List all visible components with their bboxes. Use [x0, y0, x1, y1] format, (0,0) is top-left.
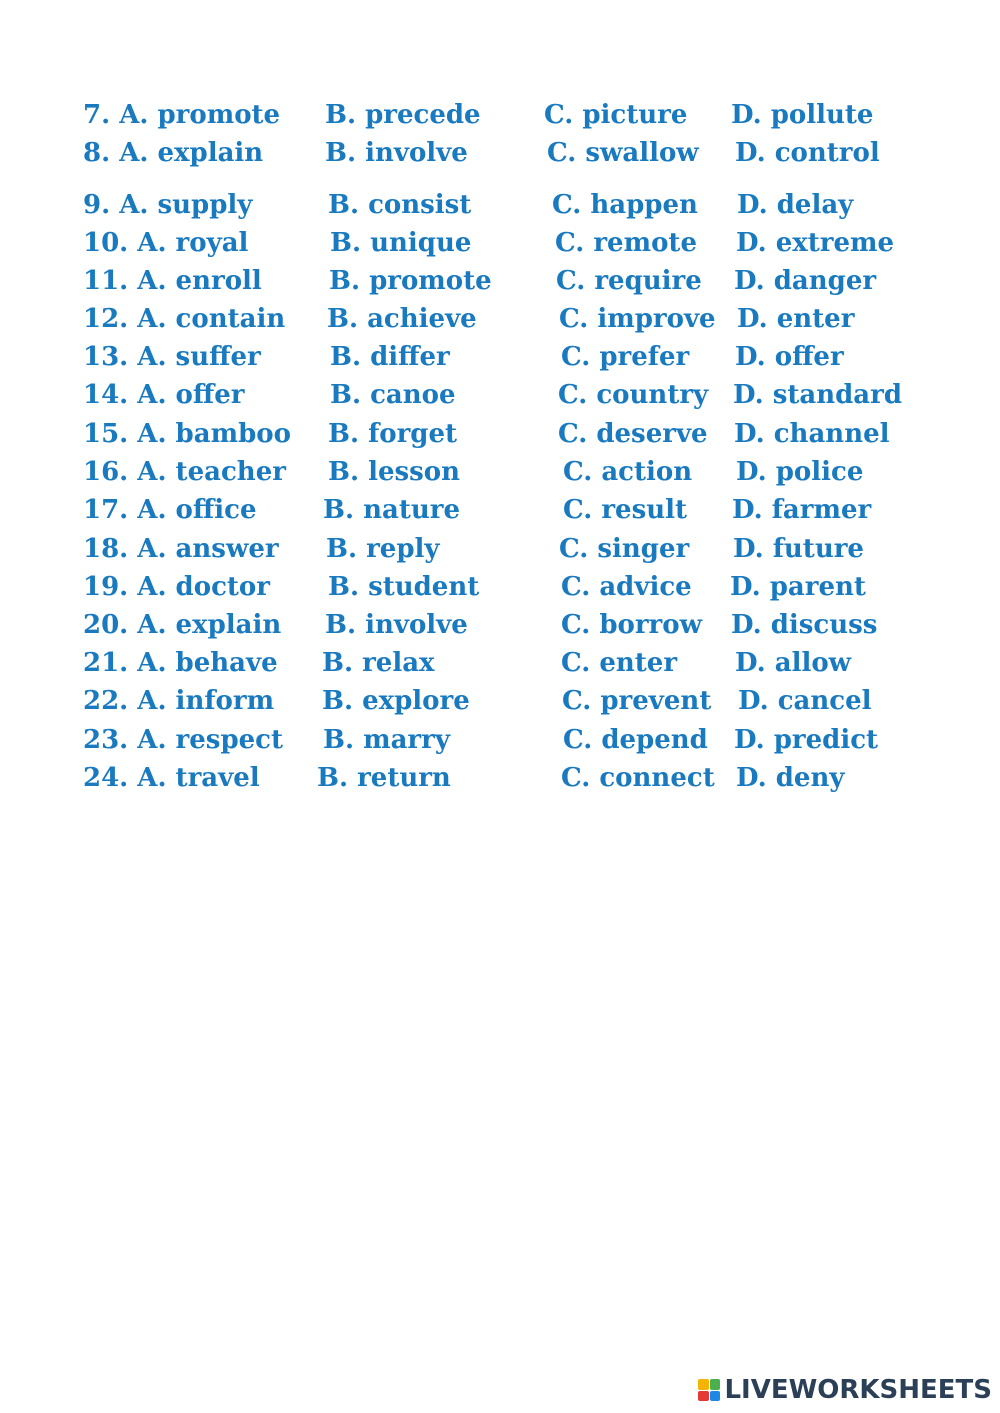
option-d: D. delay: [737, 190, 854, 220]
question-row: [0, 723, 1000, 761]
question-row: [0, 378, 1000, 416]
option-d: D. enter: [737, 304, 855, 334]
option-b: B. marry: [323, 725, 450, 755]
option-b: B. relax: [322, 648, 435, 678]
logo-square: [698, 1391, 709, 1402]
question-row: [0, 608, 1000, 646]
option-a: 22. A. inform: [83, 686, 275, 716]
question-row: [0, 455, 1000, 493]
option-b: B. unique: [330, 228, 472, 258]
logo-square: [710, 1391, 721, 1402]
question-row: [0, 761, 1000, 799]
option-b: B. explore: [322, 686, 470, 716]
option-a: 16. A. teacher: [83, 457, 286, 487]
option-c: C. remote: [555, 228, 697, 258]
option-b: B. return: [317, 763, 451, 793]
option-a: 17. A. office: [83, 495, 257, 525]
option-c: C. singer: [559, 534, 690, 564]
liveworksheets-branding: [698, 1375, 992, 1405]
question-row: [0, 136, 1000, 174]
option-c: C. depend: [563, 725, 708, 755]
option-a: 13. A. suffer: [83, 342, 261, 372]
option-d: D. farmer: [732, 495, 872, 525]
option-a: 7. A. promote: [83, 100, 281, 130]
question-row: [0, 493, 1000, 531]
option-a: 15. A. bamboo: [83, 419, 291, 449]
option-c: C. country: [558, 380, 709, 410]
option-d: D. standard: [733, 380, 903, 410]
option-a: 9. A. supply: [83, 190, 253, 220]
question-row: [0, 646, 1000, 684]
question-row: [0, 188, 1000, 226]
option-b: B. forget: [328, 419, 458, 449]
option-c: C. happen: [552, 190, 698, 220]
question-row: [0, 264, 1000, 302]
option-d: D. control: [735, 138, 880, 168]
option-b: B. promote: [329, 266, 492, 296]
logo-square: [698, 1379, 709, 1390]
option-c: C. deserve: [558, 419, 708, 449]
option-c: C. prevent: [562, 686, 712, 716]
option-b: B. achieve: [327, 304, 477, 334]
option-d: D. predict: [734, 725, 879, 755]
option-c: C. require: [556, 266, 702, 296]
option-a: 21. A. behave: [83, 648, 278, 678]
option-d: D. pollute: [731, 100, 874, 130]
option-c: C. prefer: [561, 342, 690, 372]
option-b: B. involve: [325, 138, 468, 168]
option-a: 10. A. royal: [83, 228, 249, 258]
option-c: C. swallow: [547, 138, 699, 168]
option-d: D. future: [733, 534, 864, 564]
question-row: [0, 98, 1000, 136]
option-d: D. offer: [735, 342, 844, 372]
option-c: C. improve: [559, 304, 716, 334]
option-b: B. consist: [328, 190, 472, 220]
option-a: 14. A. offer: [83, 380, 245, 410]
liveworksheets-logo-icon: [698, 1379, 720, 1401]
option-d: D. discuss: [731, 610, 878, 640]
question-row: [0, 302, 1000, 340]
option-c: C. enter: [561, 648, 678, 678]
option-d: D. cancel: [738, 686, 872, 716]
option-b: B. involve: [325, 610, 468, 640]
option-a: 24. A. travel: [83, 763, 260, 793]
option-a: 23. A. respect: [83, 725, 284, 755]
option-c: C. advice: [561, 572, 692, 602]
brand-name: LIVEWORKSHEETS: [724, 1375, 992, 1405]
question-row: [0, 684, 1000, 722]
question-row: [0, 570, 1000, 608]
question-row: [0, 532, 1000, 570]
logo-square: [710, 1379, 721, 1390]
option-c: C. connect: [561, 763, 715, 793]
option-a: 12. A. contain: [83, 304, 286, 334]
option-b: B. precede: [325, 100, 481, 130]
option-a: 18. A. answer: [83, 534, 279, 564]
option-d: D. danger: [734, 266, 877, 296]
option-a: 11. A. enroll: [83, 266, 262, 296]
option-a: 20. A. explain: [83, 610, 282, 640]
option-c: C. borrow: [561, 610, 702, 640]
option-b: B. lesson: [328, 457, 461, 487]
option-b: B. nature: [323, 495, 460, 525]
option-a: 8. A. explain: [83, 138, 264, 168]
option-d: D. deny: [736, 763, 845, 793]
question-row: [0, 340, 1000, 378]
option-a: 19. A. doctor: [83, 572, 270, 602]
option-b: B. canoe: [330, 380, 456, 410]
option-c: C. result: [563, 495, 688, 525]
option-d: D. police: [736, 457, 864, 487]
option-d: D. parent: [730, 572, 866, 602]
question-row: [0, 417, 1000, 455]
option-b: B. differ: [330, 342, 450, 372]
option-d: D. extreme: [736, 228, 895, 258]
option-c: C. action: [563, 457, 693, 487]
option-b: B. reply: [326, 534, 440, 564]
option-c: C. picture: [544, 100, 688, 130]
option-b: B. student: [328, 572, 480, 602]
question-row: [0, 226, 1000, 264]
option-d: D. channel: [734, 419, 890, 449]
option-d: D. allow: [735, 648, 852, 678]
